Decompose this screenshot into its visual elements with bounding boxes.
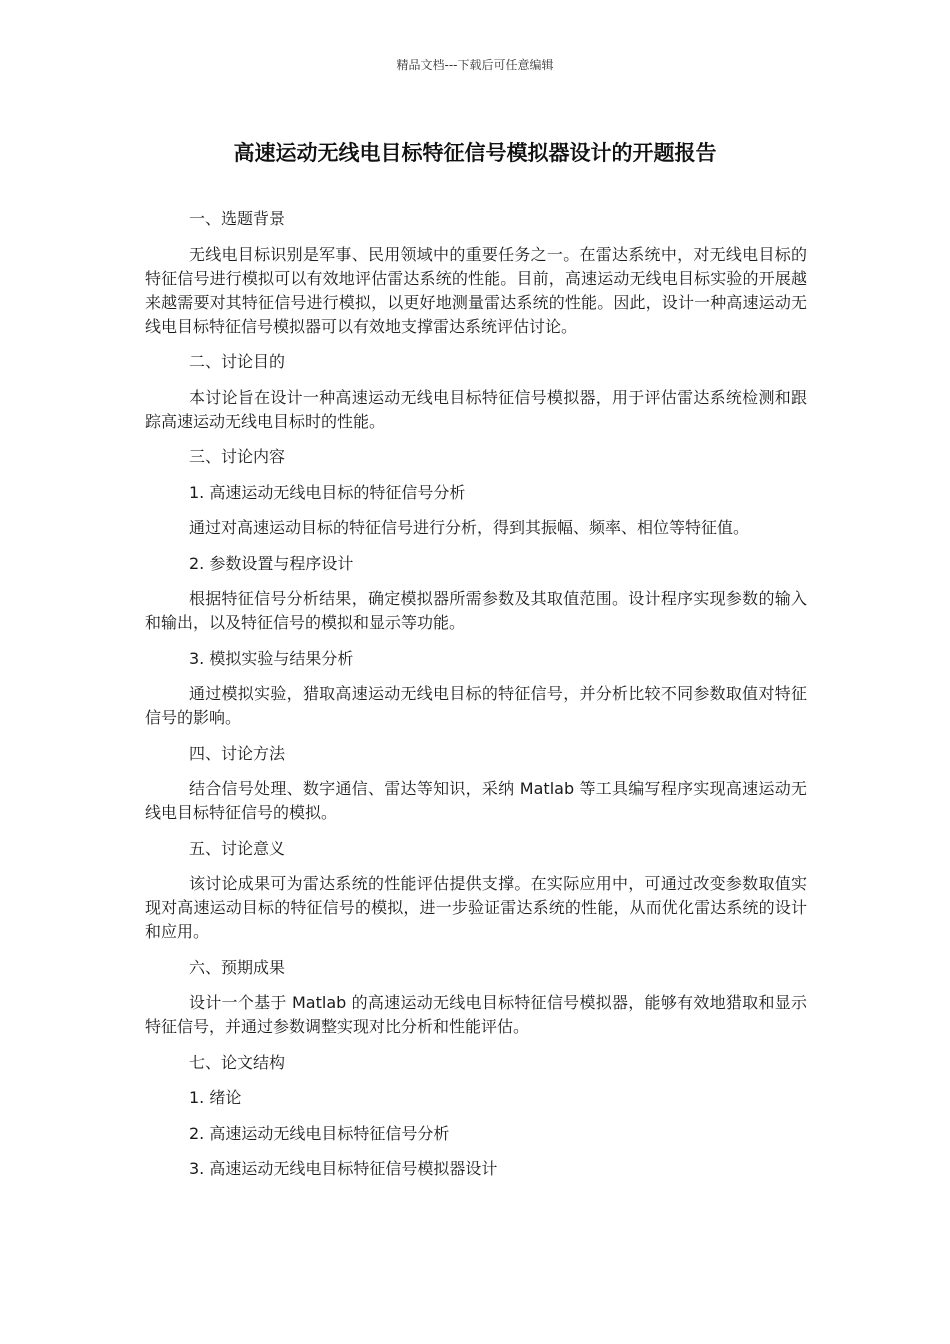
paragraph-purpose: 本讨论旨在设计一种高速运动无线电目标特征信号模拟器，用于评估雷达系统检测和跟踪高速运动无线电目标时的性能。 xyxy=(145,387,807,431)
structure-item-2: 2. 高速运动无线电目标特征信号分析 xyxy=(189,1123,450,1143)
subheading-signal-analysis: 1. 高速运动无线电目标的特征信号分析 xyxy=(189,482,466,502)
section-heading-expected-results: 六、预期成果 xyxy=(189,957,286,977)
structure-item-3: 3. 高速运动无线电目标特征信号模拟器设计 xyxy=(189,1159,498,1178)
section-heading-background: 一、选题背景 xyxy=(189,209,286,228)
paragraph-background: 无线电目标识别是军事、民用领域中的重要任务之一。在雷达系统中，对无线电目标的特征信号进行模拟可以有效地评估雷达系统的性能。目前，高速运动无线电目标实验的开展越来越需要对其特征信号进行模拟，以更好地测量雷达系统的性能。因此，设计一种高速运动无线电目标特征信号模拟器可以有效地支撑雷达系统评估讨论。 xyxy=(145,244,807,336)
subheading-simulation: 3. 模拟实验与结果分析 xyxy=(189,648,354,668)
paragraph-significance: 该讨论成果可为雷达系统的性能评估提供支撑。在实际应用中，可通过改变参数取值实现对高速运动目标的特征信号的模拟，进一步验证雷达系统的性能，从而优化雷达系统的设计和应用。 xyxy=(145,874,807,941)
section-heading-significance: 五、讨论意义 xyxy=(189,838,286,858)
header-note: 精品文档---下载后可任意编辑 xyxy=(396,58,554,72)
document-body xyxy=(145,207,807,1193)
structure-item-1: 1. 绪论 xyxy=(189,1088,242,1107)
section-heading-method: 四、讨论方法 xyxy=(189,743,286,763)
paragraph-simulation: 通过模拟实验，猎取高速运动无线电目标的特征信号，并分析比较不同参数取值对特征信号的影响。 xyxy=(145,684,807,727)
paragraph-parameters: 根据特征信号分析结果，确定模拟器所需参数及其取值范围。设计程序实现参数的输入和输出，以及特征信号的模拟和显示等功能。 xyxy=(145,589,807,632)
section-heading-purpose: 二、讨论目的 xyxy=(189,352,286,371)
section-heading-structure: 七、论文结构 xyxy=(189,1052,286,1072)
paragraph-expected-results: 设计一个基于 Matlab 的高速运动无线电目标特征信号模拟器，能够有效地猎取和显示特征信号，并通过参数调整实现对比分析和性能评估。 xyxy=(145,993,807,1036)
subheading-parameters: 2. 参数设置与程序设计 xyxy=(189,553,354,573)
paragraph-method: 结合信号处理、数字通信、雷达等知识，采纳 Matlab 等工具编写程序实现高速运动无线电目标特征信号的模拟。 xyxy=(145,779,807,822)
paragraph-signal-analysis: 通过对高速运动目标的特征信号进行分析，得到其振幅、频率、相位等特征值。 xyxy=(189,518,750,537)
section-heading-content: 三、讨论内容 xyxy=(189,447,286,466)
document-title: 高速运动无线电目标特征信号模拟器设计的开题报告 xyxy=(233,141,717,165)
